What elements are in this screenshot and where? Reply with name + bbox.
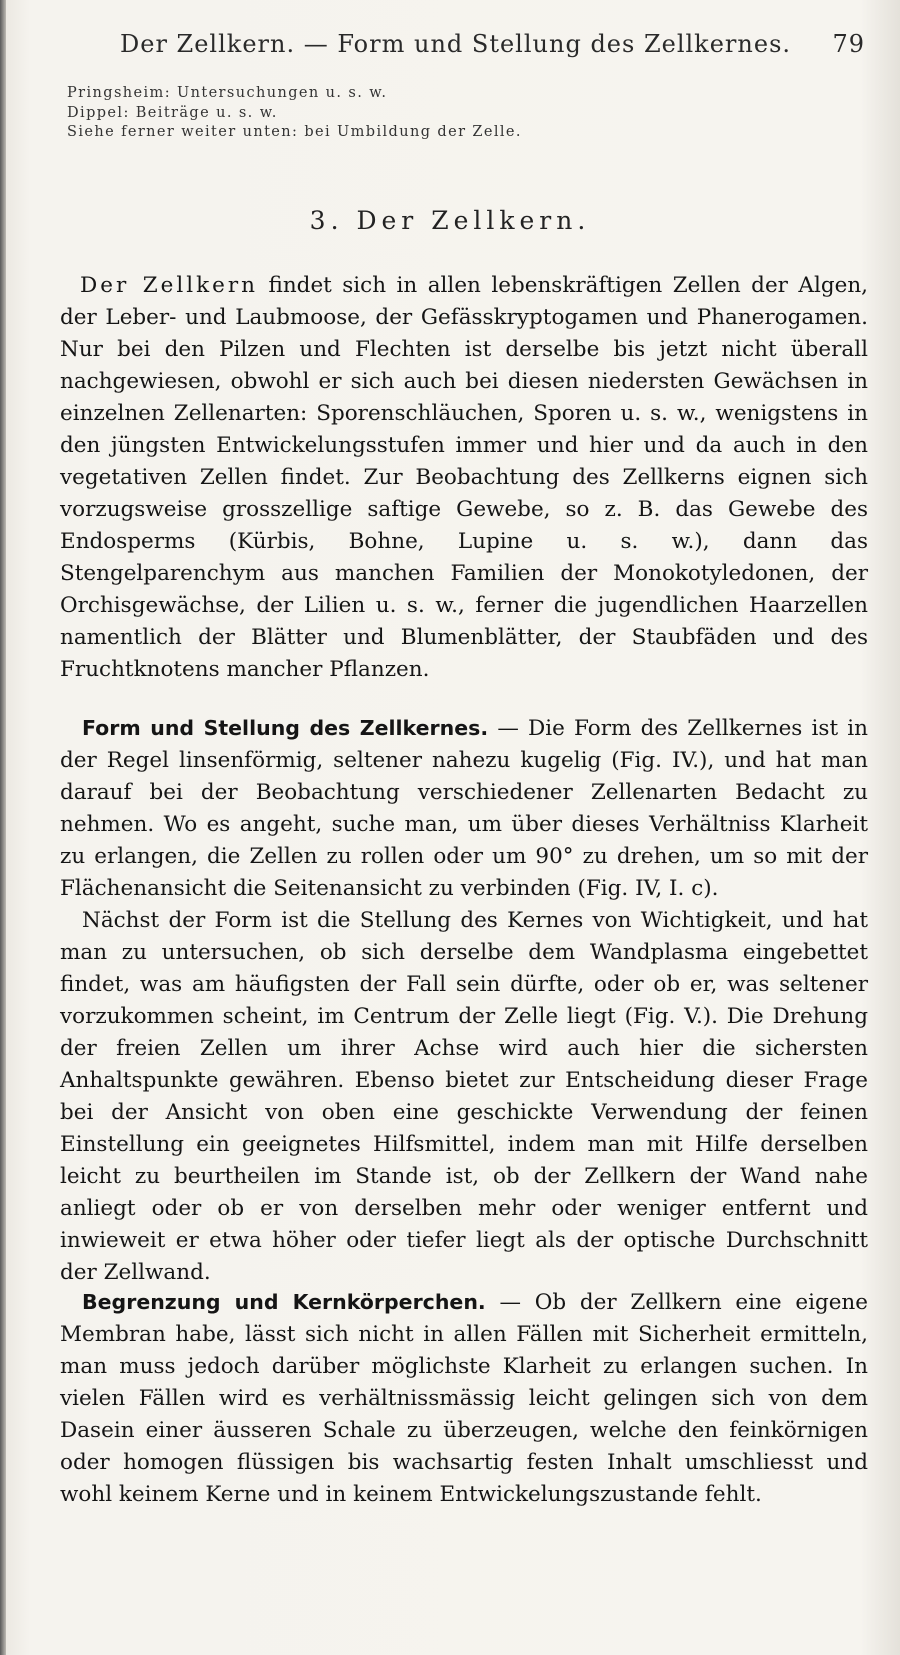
page-number: 79 (832, 30, 865, 58)
paragraph-text: Nächst der Form ist die Stellung des Kernes von Wichtigkeit, und hat man zu untersuchen, ob sich derselbe dem Wandplasma eingebettet findet, was am häufigsten der Fall sein dürfte, oder ob er, was seltener vorzukommen scheint, im Centrum der Zelle liegt (Fig. V.). Die Drehung der freien Zellen um ihrer Achse wird auch hier die sichersten Anhaltspunkte gewähren. Ebenso bietet zur Entscheidung dieser Frage bei der Ansicht von oben eine geschickte Verwendung der feinen Einstellung ein geeignetes Hilfsmittel, indem man mit Hilfe derselben leicht zu beurtheilen im Stande ist, ob der Zellkern der Wand nahe anliegt oder ob er von derselben mehr oder weniger entfernt und inwieweit er etwa höher oder tiefer liegt als der optische Durchschnitt der Zellwand. (60, 908, 868, 1285)
paragraph-der-zellkern (60, 270, 868, 686)
running-title: Der Zellkern. — Form und Stellung des Zellkernes. (120, 30, 792, 58)
paragraph-text: findet sich in allen lebenskräftigen Zellen der Algen, der Leber- und Laubmoose, der Gefässkryptogamen und Phanerogamen. Nur bei den Pilzen und Flechten ist derselbe bis jetzt nicht überall nachgewiesen, obwohl er sich auch bei diesen niedersten Gewächsen in einzelnen Zellenarten: Sporenschläuchen, Sporen u. s. w., wenigstens in den jüngsten Entwickelungsstufen immer und hier und da auch in den vegetativen Zellen findet. Zur Beobachtung des Zellkerns eignen sich vorzugsweise grosszellige saftige Gewebe, so z. B. das Gewebe des Endosperms (Kürbis, Bohne, Lupine u. s. w.), dann das Stengelparenchym aus manchen Familien der Monokotyledonen, der Orchisgewächse, der Lilien u. s. w., ferner die jugendlichen Haarzellen namentlich der Blätter und Blumenblätter, der Staubfäden und des Fruchtknotens mancher Pflanzen. (60, 273, 868, 682)
paragraph-text: — Ob der Zellkern eine eigene Membran habe, lässt sich nicht in allen Fällen mit Sicherheit ermitteln, man muss jedoch darüber möglichste Klarheit zu erlangen suchen. In vielen Fällen wird es verhältnissmässig leicht gelingen sich von dem Dasein einer äusseren Schale zu überzeugen, welche den feinkörnigen oder homogen flüssigen bis wachsartig festen Inhalt umschliesst und wohl keinem Kerne und in keinem Entwickelungszustande fehlt. (60, 1290, 869, 1507)
reference-line: Dippel: Beiträge u. s. w. (67, 104, 278, 121)
reference-line: Siehe ferner weiter unten: bei Umbildung der Zelle. (67, 124, 522, 140)
paragraph-stellung-des-kernes (60, 905, 868, 1289)
paragraph-lead: Form und Stellung des Zellkernes. (82, 716, 489, 740)
section-heading: 3. Der Zellkern. (309, 206, 591, 235)
reference-line: Pringsheim: Untersuchungen u. s. w. (67, 85, 388, 101)
paragraph-begrenzung (60, 1286, 868, 1511)
paragraph-lead: Begrenzung und Kernkörperchen. (82, 1290, 486, 1314)
page-binding-edge (0, 0, 6, 1655)
paragraph-text: — Die Form des Zellkernes ist in der Regel linsenförmig, seltener nahezu kugelig (Fig. IV.), und hat man darauf bei der Beobachtung verschiedener Zellenarten Bedacht zu nehmen. Wo es angeht, suche man, um über dieses Verhältniss Klarheit zu erlangen, die Zellen zu rollen oder um 90° zu drehen, um so mit der Flächenansicht die Seitenansicht zu verbinden (Fig. IV, I. c). (60, 716, 868, 901)
running-head (120, 30, 865, 58)
paragraph-lead: Der Zellkern (80, 273, 259, 298)
literature-references (67, 84, 767, 143)
paragraph-form-und-stellung (60, 712, 868, 1289)
